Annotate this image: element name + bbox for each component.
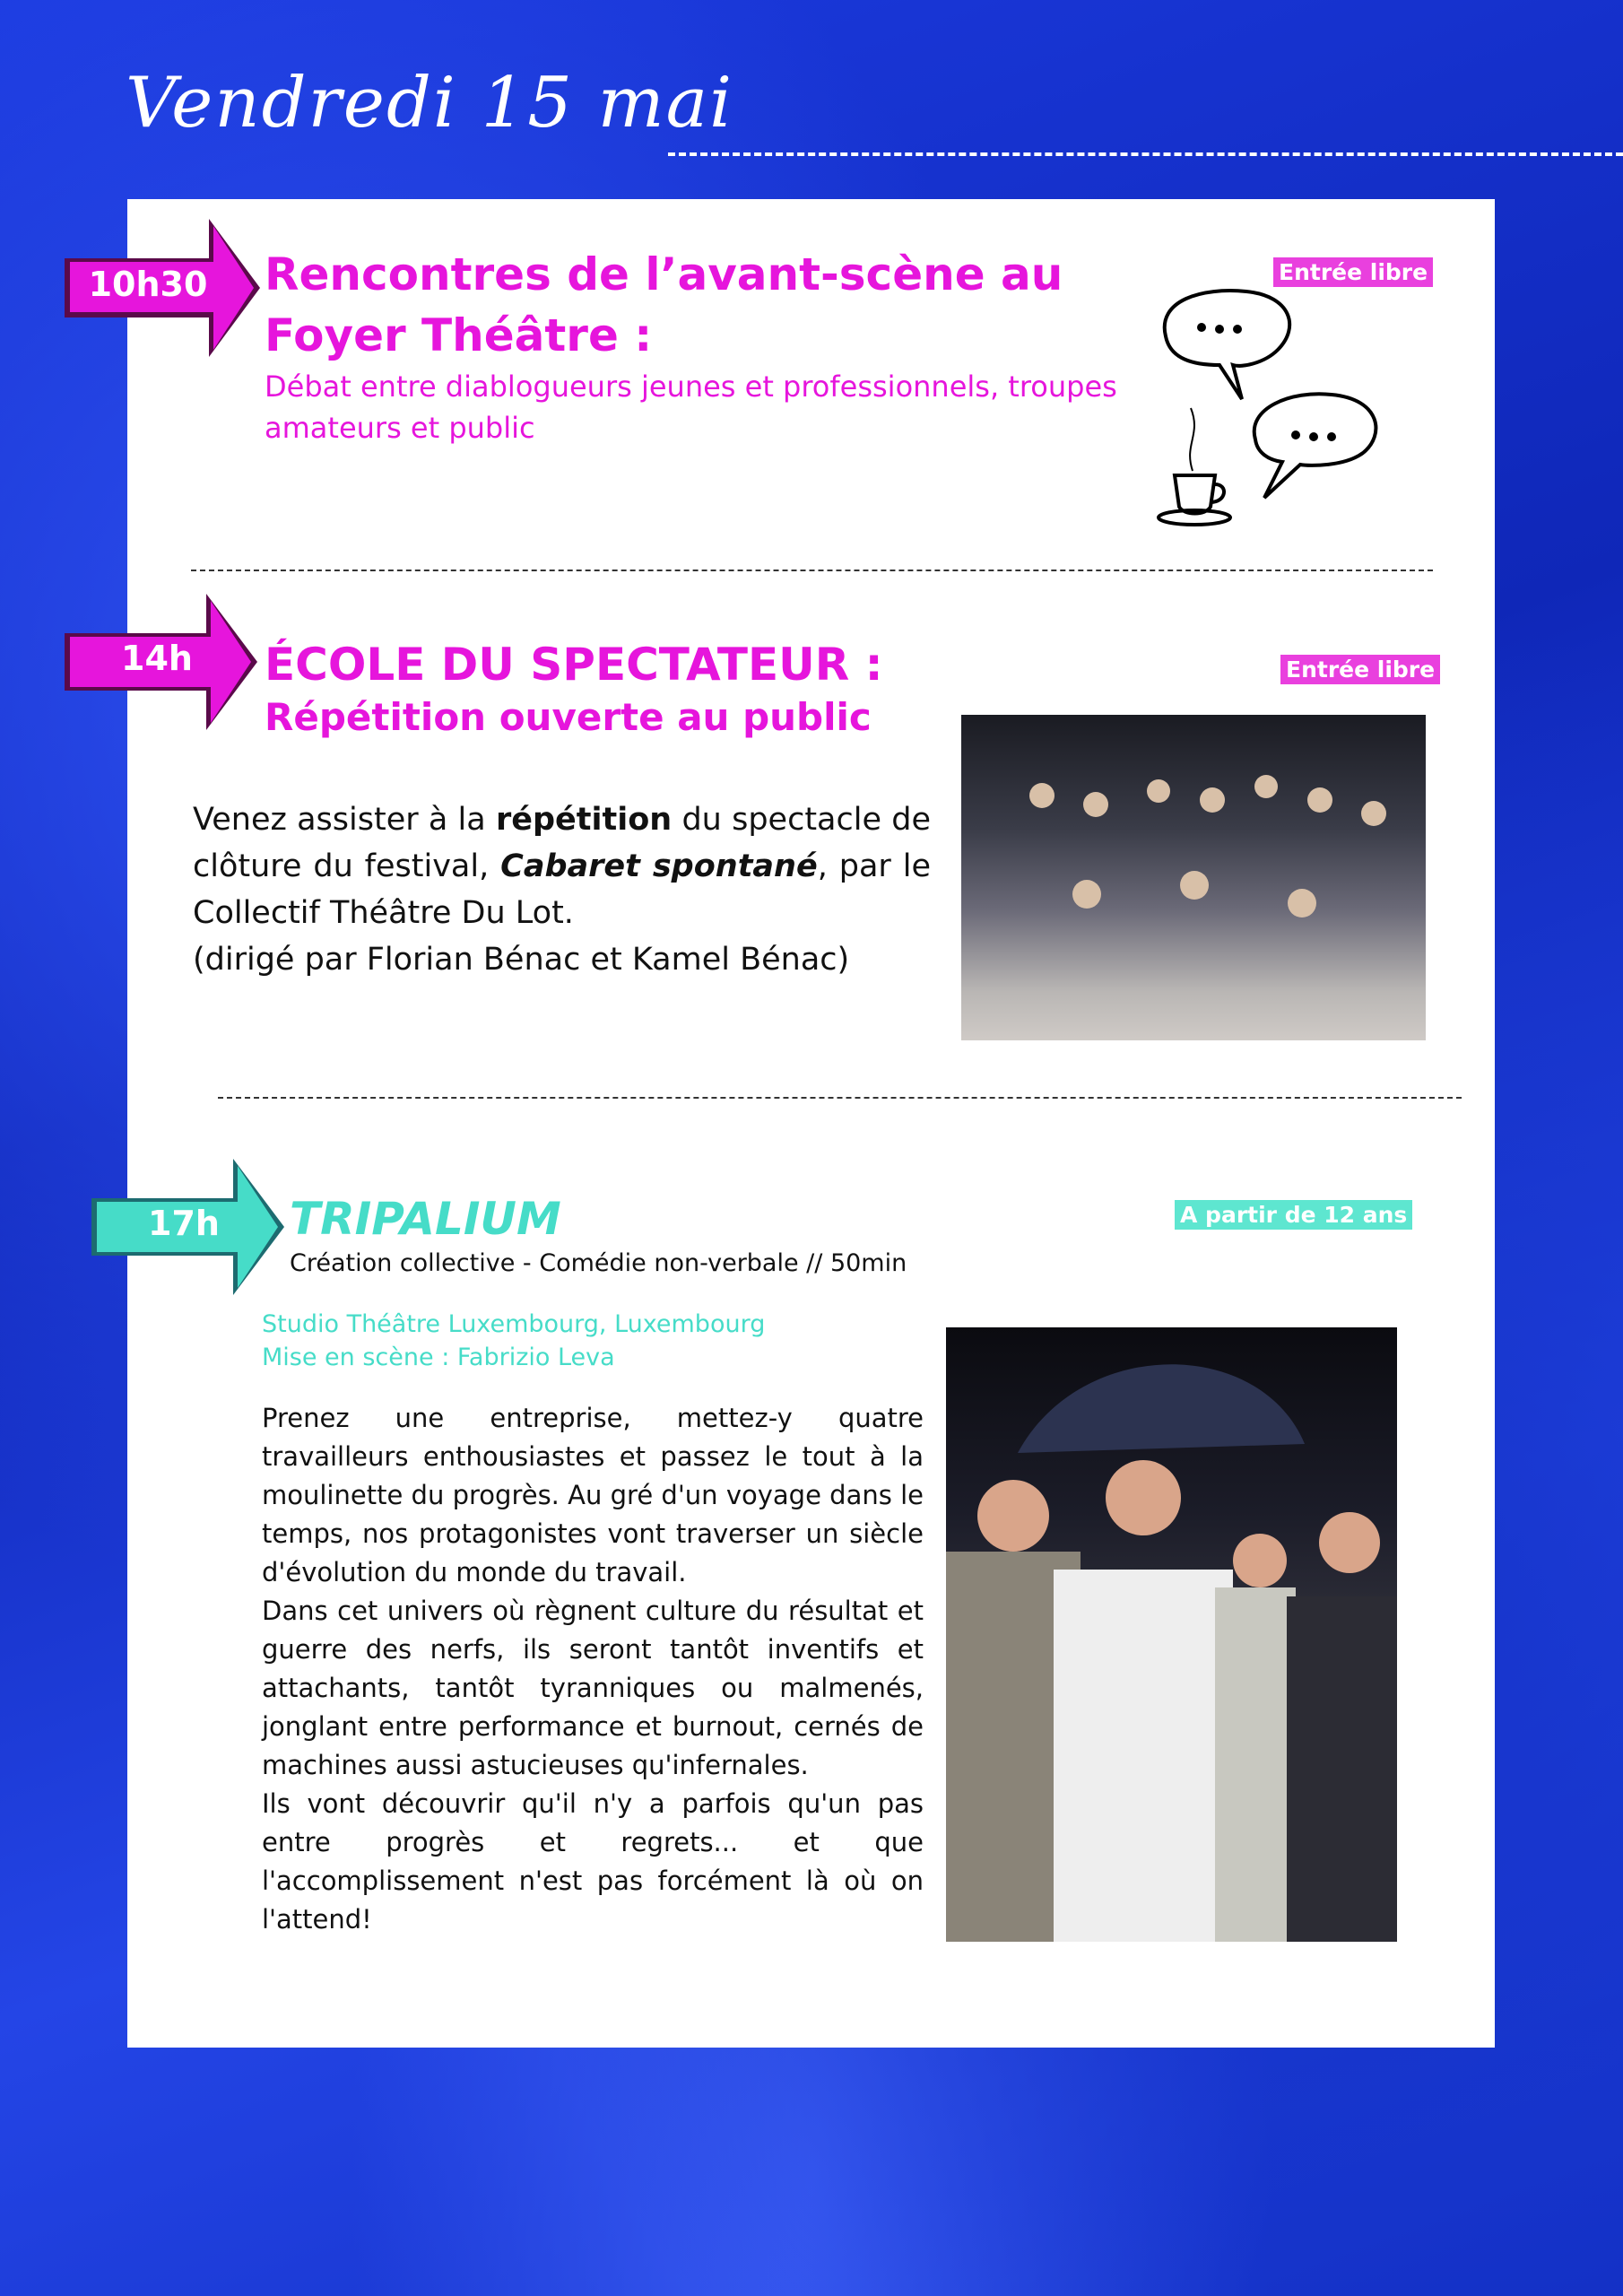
event-time: 17h xyxy=(148,1204,220,1243)
title-divider xyxy=(668,152,1623,156)
text: Venez assister à la xyxy=(193,802,496,838)
tripalium-stage-photo xyxy=(946,1327,1397,1942)
company-name: Studio Théâtre Luxembourg, Luxembourg xyxy=(262,1310,766,1338)
event-subtitle: Débat entre diablogueurs jeunes et professionnels, troupes amateurs et public xyxy=(265,370,1117,445)
event-time: 14h xyxy=(121,639,193,678)
troupe-group-photo xyxy=(961,715,1426,1040)
event-title: ÉCOLE DU SPECTATEUR : xyxy=(265,639,883,691)
event-time: 10h30 xyxy=(88,265,208,304)
day-title: Vendredi 15 mai xyxy=(126,63,734,144)
event-subtitle: Création collective - Comédie non-verbale // 50min xyxy=(290,1249,907,1277)
section-divider xyxy=(218,1097,1462,1099)
paragraph: Ils vont découvrir qu'il n'y a parfois qu'un pas entre progrès et regrets... et que l'accomplissement n'est pas forcément là où on l'attend! xyxy=(262,1788,924,1935)
event-title: TRIPALIUM xyxy=(290,1193,561,1245)
text: (dirigé par Florian Bénac et Kamel Bénac) xyxy=(193,942,850,978)
section-divider xyxy=(191,570,1433,571)
event-title: Rencontres de l’avant-scène au Foyer Théâtre : xyxy=(265,248,1063,361)
text-bold: répétition xyxy=(495,802,673,838)
event-subtitle: Répétition ouverte au public xyxy=(265,695,872,739)
paragraph: Prenez une entreprise, mettez-y quatre travailleurs enthousiastes et passez le tout à la moulinette du progrès. Au gré d'un voyage dans le temps, nos protagonistes vont traverser un siècle d'évolution du monde du travail. xyxy=(262,1403,924,1587)
paragraph: Dans cet univers où règnent culture du résultat et guerre des nerfs, ils seront tantôt inventifs et attachants, tantôt tyranniques ou malmenés, jonglant entre performance et burnout, cernés de machines aussi astucieuses qu'infernales. xyxy=(262,1596,924,1780)
text: du spectacle de clôture du festival, xyxy=(193,802,931,884)
speech-bubbles-coffee-icon xyxy=(1148,283,1390,534)
entry-badge: Entrée libre xyxy=(1273,257,1433,287)
show-title: Cabaret spontané xyxy=(500,848,818,884)
event-description xyxy=(262,1399,924,1939)
entry-badge: Entrée libre xyxy=(1280,655,1440,684)
event-description xyxy=(193,796,931,983)
director: Mise en scène : Fabrizio Leva xyxy=(262,1344,615,1371)
age-badge: A partir de 12 ans xyxy=(1175,1200,1412,1230)
text: , par le Collectif Théâtre Du Lot. xyxy=(193,848,931,931)
